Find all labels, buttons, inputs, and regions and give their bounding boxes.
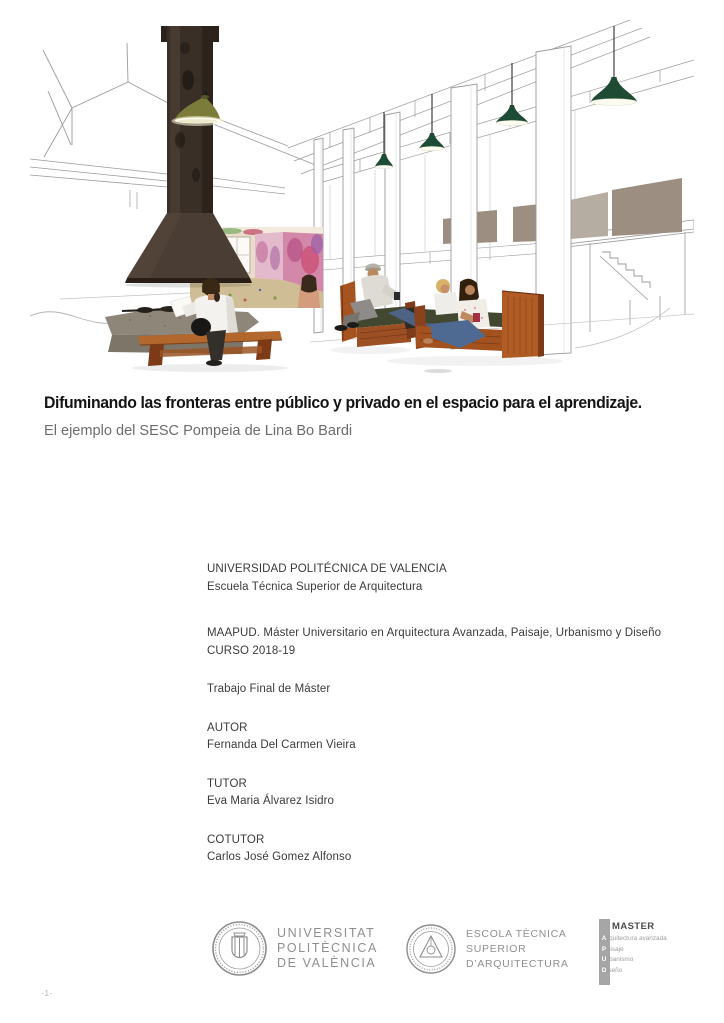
cover-illustration — [30, 20, 694, 376]
etsa-line3: D’ARQUITECTURA — [466, 957, 569, 970]
author-label: AUTOR — [207, 721, 248, 734]
worktype-group — [207, 681, 661, 699]
lamp-cords — [384, 26, 614, 154]
tutor-label: TUTOR — [207, 777, 247, 790]
etsa-logo — [405, 923, 569, 975]
master-group — [207, 625, 661, 660]
title-block — [44, 393, 704, 439]
maapud-item-paisaje: Paisaje — [601, 945, 624, 953]
info-block — [207, 561, 661, 867]
cotutor-group — [207, 832, 661, 867]
upv-line3: DE VALÈNCIA — [277, 956, 377, 970]
tutor-name: Eva Maria Álvarez Isidro — [207, 795, 335, 807]
maapud-title: MASTER — [612, 921, 655, 932]
green-pendant-lamp-2 — [420, 133, 445, 151]
etsa-wordmark — [466, 927, 569, 972]
author-name: Fernanda Del Carmen Vieira — [207, 739, 356, 751]
upv-line2: POLITÈCNICA — [277, 941, 378, 955]
upv-wordmark — [277, 926, 378, 971]
green-pendant-lamp-4 — [591, 77, 637, 105]
etsa-line2: SUPERIOR — [466, 942, 527, 955]
cover-title: Difuminando las fronteras entre público y privado en el espacio para el aprendizaje. — [44, 393, 642, 412]
course-year: CURSO 2018-19 — [207, 644, 296, 657]
etsa-seal-icon — [405, 923, 457, 975]
maapud-item-diseno: Diseño — [601, 966, 623, 974]
mezzanine-linework — [558, 220, 694, 348]
green-pendant-lamp-3 — [496, 105, 528, 126]
hero-svg — [30, 20, 694, 376]
page-number: -1- — [41, 988, 53, 998]
upv-logo — [211, 919, 378, 978]
upv-seal-icon — [211, 919, 268, 978]
pendant-lamps — [375, 26, 637, 169]
fireplace-chimney-hood — [124, 26, 252, 288]
maapud-item-urbanismo: Urbanismo — [601, 956, 634, 963]
university-group — [207, 561, 661, 596]
school-name: Escuela Técnica Superior de Arquitectura — [207, 580, 423, 593]
maapud-item-arquitectura: Arquitectura avanzada — [601, 935, 667, 942]
cover-subtitle: El ejemplo del SESC Pompeia de Lina Bo Bardi — [44, 422, 353, 439]
author-group — [207, 720, 661, 755]
cotutor-name: Carlos José Gomez Alfonso — [207, 851, 352, 863]
master-name: MAAPUD. Máster Universitario en Arquitectura Avanzada, Paisaje, Urbanismo y Diseño — [207, 627, 662, 639]
work-type: Trabajo Final de Máster — [207, 683, 331, 695]
university-name: UNIVERSIDAD POLITÉCNICA DE VALENCIA — [207, 563, 447, 575]
cotutor-label: COTUTOR — [207, 833, 265, 846]
maapud-logo — [599, 919, 714, 986]
upv-line1: UNIVERSITAT — [277, 926, 376, 940]
tutor-group — [207, 776, 661, 811]
etsa-line1: ESCOLA TÈCNICA — [466, 927, 567, 940]
